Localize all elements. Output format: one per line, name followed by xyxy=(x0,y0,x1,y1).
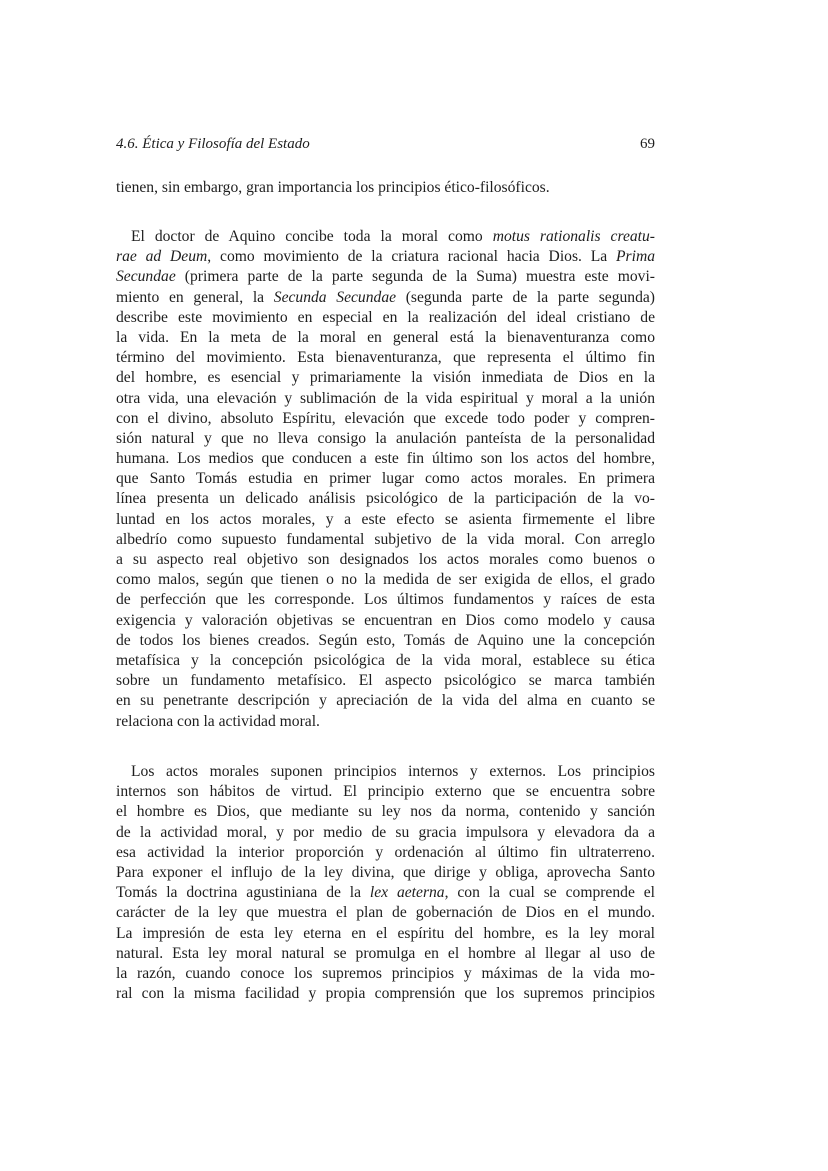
text-line xyxy=(116,308,655,328)
text: de la actividad moral, y por medio de su gracia impulsora y elevadora da a xyxy=(116,823,655,841)
text: esa actividad la interior proporción y ordenación al último fin ultraterreno. xyxy=(116,843,655,861)
text-line xyxy=(116,590,655,610)
text: luntad en los actos morales, y a este efecto se asienta firmemente el libre xyxy=(116,510,655,528)
text-line xyxy=(116,762,655,782)
text-line xyxy=(116,409,655,429)
text-line xyxy=(116,984,655,1004)
text-line xyxy=(116,348,655,368)
text: otra vida, una elevación y sublimación de la vida espiritual y moral a la unión xyxy=(116,389,655,407)
text: (primera parte de la parte segunda de la Suma) muestra este movi- xyxy=(175,268,655,286)
text: de perfección que les corresponde. Los últimos fundamentos y raíces de esta xyxy=(116,591,655,609)
text-line xyxy=(116,691,655,711)
text: con el divino, absoluto Espíritu, elevación que excede todo poder y compren- xyxy=(116,409,655,427)
text-line xyxy=(116,227,655,247)
text: Los actos morales suponen principios internos y externos. Los principios xyxy=(131,763,655,780)
text-line xyxy=(116,550,655,570)
text-line xyxy=(116,429,655,449)
text-line xyxy=(116,903,655,923)
text-line xyxy=(116,944,655,964)
italic-text: Secunda Secundae xyxy=(273,288,397,306)
text-line xyxy=(116,631,655,651)
text: la razón, cuando conoce los supremos principios y máximas de la vida mo- xyxy=(116,964,655,982)
text-line xyxy=(116,510,655,530)
italic-text: Secundae xyxy=(116,268,176,286)
text-line xyxy=(116,489,655,509)
text: albedrío como supuesto fundamental subjetivo de la vida moral. Con arreglo xyxy=(116,530,655,548)
text-line xyxy=(116,530,655,550)
text-line xyxy=(116,671,655,691)
text-line xyxy=(116,843,655,863)
text: el hombre es Dios, que mediante su ley nos da norma, contenido y sanción xyxy=(116,803,655,821)
text-line xyxy=(116,924,655,944)
text: exigencia y valoración objetivas se encuentran en Dios como modelo y causa xyxy=(116,611,655,629)
text: carácter de la ley que muestra el plan de gobernación de Dios en el mundo. xyxy=(116,904,655,922)
text: de todos los bienes creados. Según esto, Tomás de Aquino une la concepción xyxy=(116,631,655,649)
text: en su penetrante descripción y apreciación de la vida del alma en cuanto se xyxy=(116,692,655,710)
text: como malos, según que tienen o no la medida de ser exigida de ellos, el grado xyxy=(116,571,655,589)
running-header xyxy=(116,134,655,154)
text: metafísica y la concepción psicológica de la vida moral, establece su ética xyxy=(116,651,655,669)
text-line xyxy=(116,449,655,469)
text-line xyxy=(116,782,655,802)
text: término del movimiento. Esta bienaventuranza, que representa el último fin xyxy=(116,349,655,367)
text: relaciona con la actividad moral. xyxy=(116,712,320,730)
text-line xyxy=(116,823,655,843)
italic-text: lex aeterna xyxy=(369,884,445,902)
text-line xyxy=(116,802,655,822)
text-line xyxy=(116,267,655,287)
text: a su aspecto real objetivo son designados los actos morales como buenos o xyxy=(116,551,655,568)
text: humana. Los medios que conducen a este fin último son los actos del hombre, xyxy=(116,450,655,468)
text: la vida. En la meta de la moral en general está la bienaventuranza como xyxy=(116,328,655,346)
text: sobre un fundamento metafísico. El aspecto psicológico se marca también xyxy=(116,672,655,690)
text-line xyxy=(116,611,655,631)
text-line xyxy=(116,863,655,883)
text: tienen, sin embargo, gran importancia los principios ético-filosóficos. xyxy=(116,179,550,196)
text: (segunda parte de la parte segunda) xyxy=(396,288,655,306)
text: línea presenta un delicado análisis psicológico de la participación de la vo- xyxy=(116,490,655,508)
text-line xyxy=(116,469,655,489)
text: del hombre, es esencial y primariamente la visión inmediata de Dios en la xyxy=(116,369,655,387)
text-line xyxy=(116,247,655,267)
text: El doctor de Aquino concibe toda la moral como xyxy=(131,228,493,245)
text: internos son hábitos de virtud. El principio externo que se encuentra sobre xyxy=(116,783,655,801)
text: , con la cual se comprende el xyxy=(444,884,655,902)
text-line xyxy=(116,570,655,590)
text-line xyxy=(116,389,655,409)
section-title: 4.6. Ética y Filosofía del Estado xyxy=(116,136,310,152)
text-line xyxy=(116,288,655,308)
paragraph xyxy=(116,227,655,732)
text-line xyxy=(116,712,655,732)
paragraph xyxy=(116,178,655,198)
text: , como movimiento de la criatura racional hacia Dios. La xyxy=(207,248,617,266)
italic-text: Prima xyxy=(616,248,655,266)
text-line xyxy=(116,178,655,198)
text: ral con la misma facilidad y propia comprensión que los supremos principios xyxy=(116,985,655,1003)
text-line xyxy=(116,368,655,388)
italic-text: motus rationalis creatu- xyxy=(492,228,655,245)
text: miento en general, la xyxy=(116,288,274,306)
paragraph xyxy=(116,762,655,1004)
text: La impresión de esta ley eterna en el espíritu del hombre, es la ley moral xyxy=(116,924,655,942)
text: describe este movimiento en especial en la realización del ideal cristiano de xyxy=(116,308,655,326)
text-line xyxy=(116,651,655,671)
text: sión natural y que no lleva consigo la anulación panteísta de la personalidad xyxy=(116,429,655,447)
text-line xyxy=(116,328,655,348)
italic-text: rae ad Deum xyxy=(116,248,208,266)
text: Para exponer el influjo de la ley divina, que dirige y obliga, aprovecha Santo xyxy=(116,863,655,881)
text-line xyxy=(116,964,655,984)
text: Tomás la doctrina agustiniana de la xyxy=(116,884,370,902)
text: natural. Esta ley moral natural se promulga en el hombre al llegar al uso de xyxy=(116,944,655,962)
page-number: 69 xyxy=(640,136,655,152)
text: que Santo Tomás estudia en primer lugar como actos morales. En primera xyxy=(116,470,655,488)
text-line xyxy=(116,883,655,903)
